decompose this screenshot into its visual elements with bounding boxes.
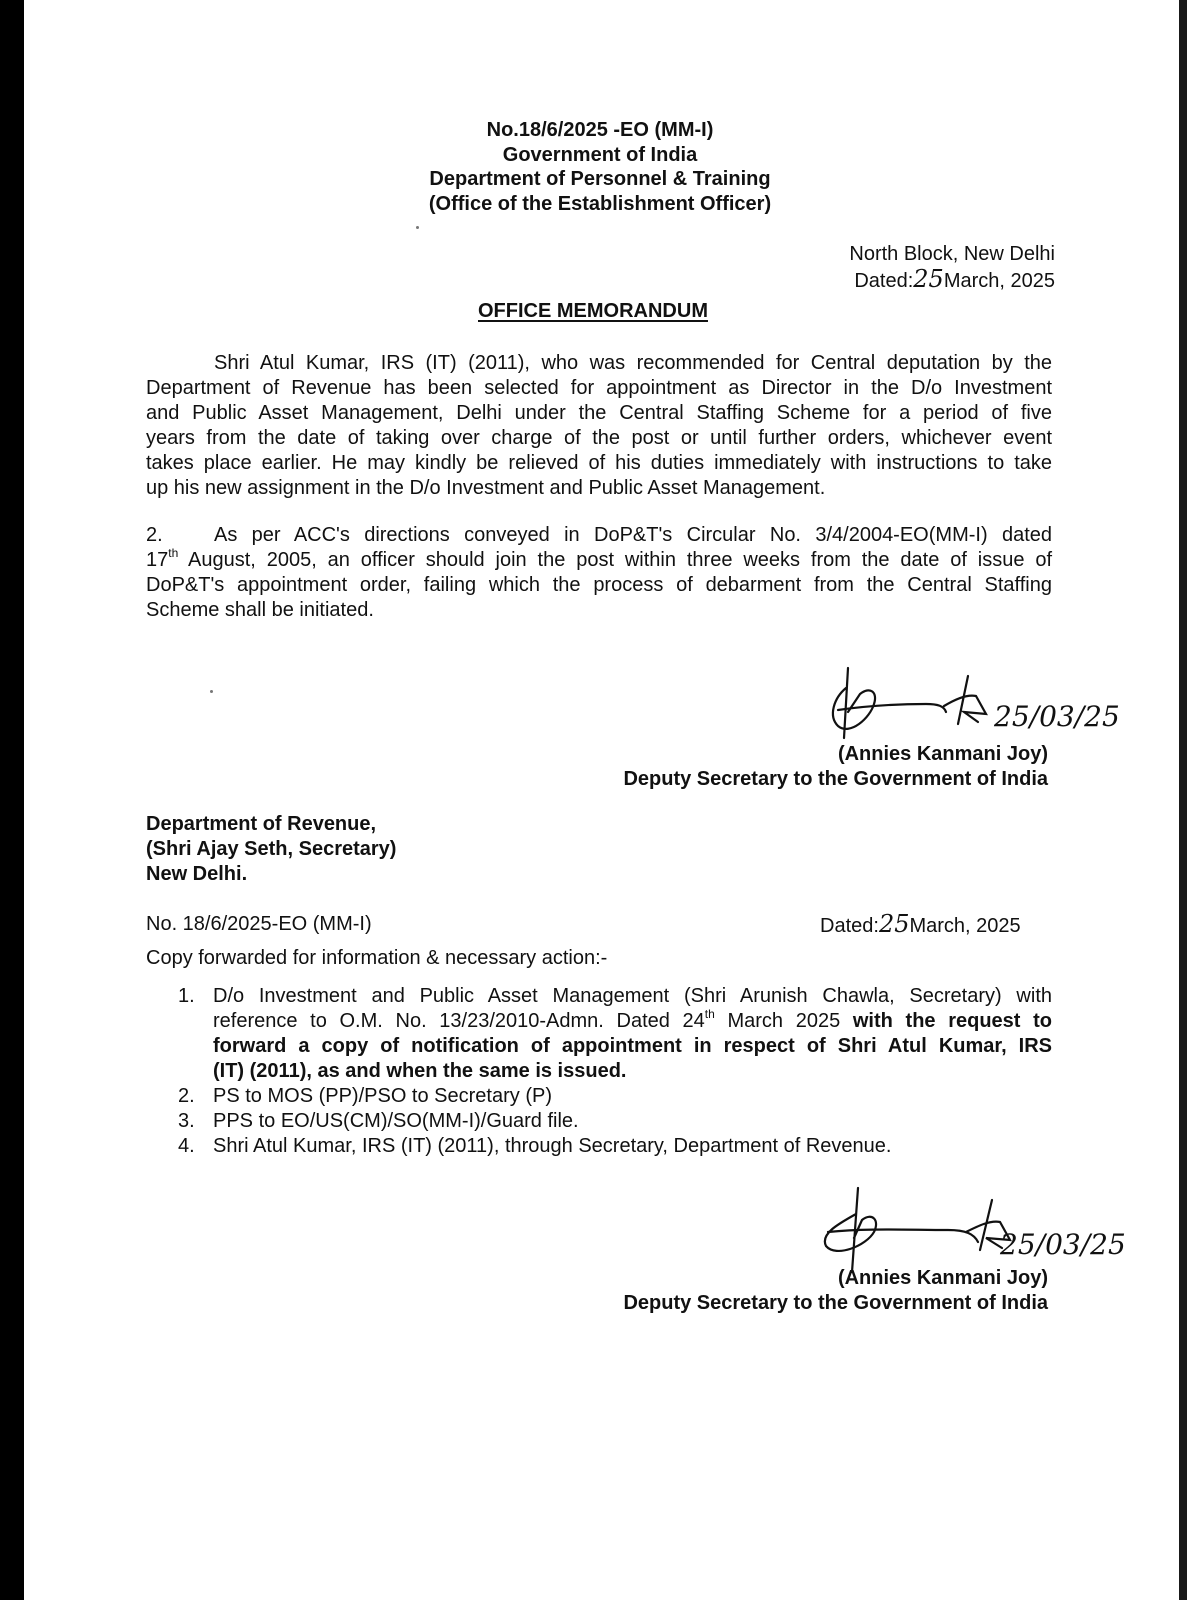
- signature-image-1: [826, 664, 1120, 749]
- list-item: 2. PS to MOS (PP)/PSO to Secretary (P): [178, 1085, 552, 1107]
- copy-dated-line: Dated:25March, 2025: [820, 910, 1021, 938]
- para2-line: As per ACC's directions conveyed in DoP&T's Circular No. 3/4/2004-EO(MM-I) dated: [214, 524, 1052, 546]
- addressee-line: (Shri Ajay Seth, Secretary): [146, 838, 397, 860]
- scan-right-edge: [1179, 0, 1187, 1600]
- para2-number: 2.: [146, 524, 163, 546]
- copy-file-number: No. 18/6/2025-EO (MM-I): [146, 913, 372, 935]
- list-item: 1. D/o Investment and Public Asset Management (Shri Arunish Chawla, Secretary) with reference to O.M. No. 13/23/2010-Admn. Dated 24th March 2025 with the request to forward a copy of notification of appointment in respect of Shri Atul Kumar, IRS (IT) (2011), as and when the same is issued.: [178, 985, 1052, 1082]
- department-name: Department of Personnel & Training: [429, 168, 771, 190]
- addressee-line: Department of Revenue,: [146, 813, 377, 835]
- scan-speck: [416, 226, 419, 229]
- para2-line: 17th August, 2005, an officer should join the post within three weeks from the date of issue of: [146, 546, 1052, 571]
- signatory-name: (Annies Kanmani Joy): [837, 1267, 1048, 1289]
- place: North Block, New Delhi: [849, 243, 1055, 265]
- signatory-block-1: [560, 742, 1048, 792]
- paragraph-1: [146, 351, 1052, 501]
- memo-title: OFFICE MEMORANDUM: [478, 300, 708, 322]
- para1-line: and Public Asset Management, Delhi under the Central Staffing Scheme for a period of five: [146, 402, 1052, 424]
- signatory-name: (Annies Kanmani Joy): [837, 743, 1048, 765]
- signature-2-date: 25/03/25: [1000, 1228, 1126, 1261]
- para2-line: Scheme shall be initiated.: [146, 599, 374, 621]
- signature-image-2: [818, 1184, 1148, 1279]
- government-name: Government of India: [502, 143, 698, 166]
- copy-intro: Copy forwarded for information & necessary action:-: [146, 947, 608, 969]
- copy-list: [178, 984, 1052, 1159]
- place-date-block: [835, 242, 1055, 294]
- handwritten-day: 25: [913, 265, 944, 293]
- para2-line: DoP&T's appointment order, failing which the process of debarment from the Central Staffing: [146, 574, 1052, 596]
- signatory-designation: Deputy Secretary to the Government of India: [623, 768, 1048, 790]
- scan-left-edge: [0, 0, 24, 1600]
- list-item: 4. Shri Atul Kumar, IRS (IT) (2011), through Secretary, Department of Revenue.: [178, 1135, 892, 1157]
- addressee-block: [146, 812, 396, 887]
- letterhead: [380, 118, 820, 216]
- para1-line: Department of Revenue has been selected for appointment as Director in the D/o Investment: [146, 377, 1052, 399]
- dated-line: Dated:25March, 2025: [854, 265, 1055, 293]
- para1-line: takes place earlier. He may kindly be relieved of his duties immediately with instructions to take: [146, 452, 1052, 474]
- para1-line: years from the date of taking over charge of the post or until further orders, whichever event: [146, 427, 1052, 449]
- signatory-designation: Deputy Secretary to the Government of India: [623, 1292, 1048, 1314]
- office-name: (Office of the Establishment Officer): [428, 192, 772, 215]
- scan-speck: [210, 690, 213, 693]
- list-item: 3. PPS to EO/US(CM)/SO(MM-I)/Guard file.: [178, 1110, 579, 1132]
- para1-line: up his new assignment in the D/o Investment and Public Asset Management.: [146, 477, 826, 499]
- handwritten-day: 25: [878, 910, 910, 938]
- signatory-block-2: [560, 1266, 1048, 1316]
- file-number: No.18/6/2025 -EO (MM-I): [486, 119, 714, 141]
- signature-1-date: 25/03/25: [994, 700, 1120, 733]
- addressee-line: New Delhi.: [146, 863, 248, 885]
- para1-line: Shri Atul Kumar, IRS (IT) (2011), who was recommended for Central deputation by the: [214, 352, 1052, 374]
- paragraph-2: [146, 523, 1052, 623]
